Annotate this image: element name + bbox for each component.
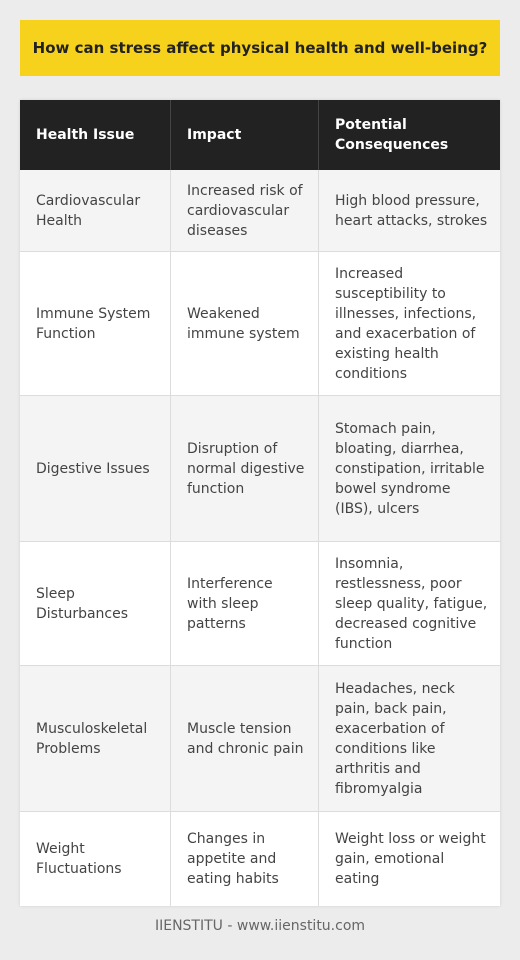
impact-cell: Interference with sleep patterns (170, 542, 318, 665)
header-health-issue: Health Issue (36, 127, 135, 143)
consequences-cell: High blood pressure, heart attacks, strokes (318, 170, 500, 251)
table-row (20, 542, 500, 666)
health-issue-cell: Immune System Function (36, 305, 151, 342)
health-table (20, 100, 500, 906)
impact-cell: Muscle tension and chronic pain (170, 666, 318, 811)
health-issue-cell: Sleep Disturbances (36, 585, 129, 622)
title-banner (20, 20, 500, 76)
header-impact: Impact (170, 100, 318, 170)
table-row (20, 396, 500, 542)
health-issue-cell: Weight Fluctuations (36, 841, 122, 877)
consequences-cell: Increased susceptibility to illnesses, infections, and exacerbation of existing health conditions (318, 252, 500, 395)
footer-credit: IIENSTITU - www.iienstitu.com (154, 918, 366, 934)
impact-cell: Changes in appetite and eating habits (170, 812, 318, 906)
table-row (20, 170, 500, 252)
impact-cell: Disruption of normal digestive function (170, 396, 318, 541)
header-potential-consequences: Potential Consequences (318, 100, 500, 170)
table-header-row (20, 100, 500, 170)
health-issue-cell: Digestive Issues (36, 460, 150, 477)
consequences-cell: Headaches, neck pain, back pain, exacerbation of conditions like arthritis and fibromyalgia (318, 666, 500, 811)
table-row (20, 812, 500, 906)
impact-cell: Increased risk of cardiovascular diseases (170, 170, 318, 251)
table-row (20, 252, 500, 396)
consequences-cell: Stomach pain, bloating, diarrhea, constipation, irritable bowel syndrome (IBS), ulcers (318, 396, 500, 541)
health-issue-cell: Musculoskeletal Problems (36, 720, 148, 757)
table-row (20, 666, 500, 812)
page-title: How can stress affect physical health and well-being? (32, 39, 488, 57)
health-issue-cell: Cardiovascular Health (36, 192, 141, 229)
impact-cell: Weakened immune system (170, 252, 318, 395)
consequences-cell: Weight loss or weight gain, emotional eating (318, 812, 500, 906)
consequences-cell: Insomnia, restlessness, poor sleep quality, fatigue, decreased cognitive function (318, 542, 500, 665)
